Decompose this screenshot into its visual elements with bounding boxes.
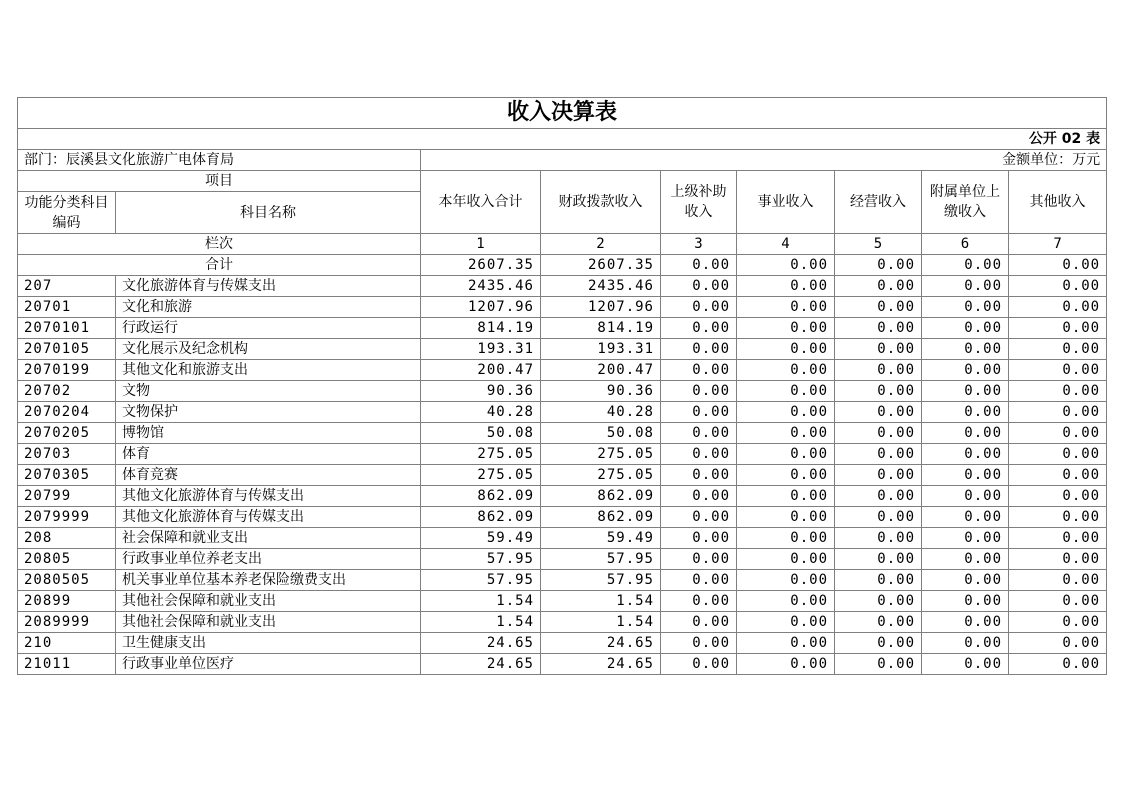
table-row <box>18 591 1107 612</box>
row-value: 50.08 <box>421 423 541 444</box>
row-value: 0.00 <box>661 633 737 654</box>
index-col-5: 5 <box>835 234 922 255</box>
row-code: 20899 <box>18 591 116 612</box>
row-value: 0.00 <box>1009 507 1107 528</box>
row-value: 200.47 <box>541 360 661 381</box>
row-code: 2070204 <box>18 402 116 423</box>
total-value: 2607.35 <box>421 255 541 276</box>
row-value: 0.00 <box>737 612 835 633</box>
row-value: 0.00 <box>1009 318 1107 339</box>
row-code: 20799 <box>18 486 116 507</box>
total-row-label: 合计 <box>18 255 421 276</box>
row-value: 40.28 <box>421 402 541 423</box>
row-subject-name: 其他社会保障和就业支出 <box>116 612 421 633</box>
header-affiliated-unit-income: 附属单位上缴收入 <box>922 171 1009 234</box>
row-value: 0.00 <box>737 318 835 339</box>
row-value: 0.00 <box>737 381 835 402</box>
row-value: 0.00 <box>922 507 1009 528</box>
row-value: 0.00 <box>922 654 1009 675</box>
row-code: 208 <box>18 528 116 549</box>
table-row <box>18 465 1107 486</box>
row-value: 0.00 <box>661 654 737 675</box>
row-value: 0.00 <box>922 444 1009 465</box>
row-value: 0.00 <box>737 444 835 465</box>
row-value: 0.00 <box>835 570 922 591</box>
total-value: 0.00 <box>661 255 737 276</box>
form-number: 公开 02 表 <box>18 129 1107 150</box>
row-value: 0.00 <box>922 633 1009 654</box>
row-value: 57.95 <box>541 549 661 570</box>
row-value: 0.00 <box>661 318 737 339</box>
row-code: 2079999 <box>18 507 116 528</box>
row-subject-name: 其他文化旅游体育与传媒支出 <box>116 507 421 528</box>
row-code: 20805 <box>18 549 116 570</box>
row-value: 0.00 <box>737 570 835 591</box>
row-value: 193.31 <box>541 339 661 360</box>
row-value: 814.19 <box>421 318 541 339</box>
table-row <box>18 276 1107 297</box>
index-col-2: 2 <box>541 234 661 255</box>
row-value: 0.00 <box>737 339 835 360</box>
row-value: 0.00 <box>922 360 1009 381</box>
row-subject-name: 体育 <box>116 444 421 465</box>
row-value: 0.00 <box>1009 528 1107 549</box>
row-value: 0.00 <box>835 549 922 570</box>
row-code: 2070205 <box>18 423 116 444</box>
row-value: 90.36 <box>421 381 541 402</box>
table-row <box>18 507 1107 528</box>
row-value: 193.31 <box>421 339 541 360</box>
row-value: 0.00 <box>661 465 737 486</box>
row-value: 1.54 <box>541 591 661 612</box>
row-value: 200.47 <box>421 360 541 381</box>
row-value: 275.05 <box>541 465 661 486</box>
table-row <box>18 612 1107 633</box>
row-value: 814.19 <box>541 318 661 339</box>
row-value: 24.65 <box>541 654 661 675</box>
row-value: 0.00 <box>737 549 835 570</box>
table-row <box>18 297 1107 318</box>
row-value: 24.65 <box>421 633 541 654</box>
row-value: 0.00 <box>661 612 737 633</box>
row-value: 57.95 <box>421 570 541 591</box>
row-value: 59.49 <box>421 528 541 549</box>
row-value: 57.95 <box>541 570 661 591</box>
row-subject-name: 行政事业单位养老支出 <box>116 549 421 570</box>
row-subject-name: 行政运行 <box>116 318 421 339</box>
row-value: 0.00 <box>835 633 922 654</box>
row-code: 2089999 <box>18 612 116 633</box>
row-value: 40.28 <box>541 402 661 423</box>
row-code: 2080505 <box>18 570 116 591</box>
header-fiscal-appropriation: 财政拨款收入 <box>541 171 661 234</box>
index-col-1: 1 <box>421 234 541 255</box>
total-value: 0.00 <box>835 255 922 276</box>
row-value: 0.00 <box>835 528 922 549</box>
row-value: 0.00 <box>661 402 737 423</box>
row-value: 1207.96 <box>541 297 661 318</box>
table-row <box>18 339 1107 360</box>
row-code: 20702 <box>18 381 116 402</box>
row-value: 0.00 <box>1009 612 1107 633</box>
index-row-label: 栏次 <box>18 234 421 255</box>
row-value: 0.00 <box>661 570 737 591</box>
row-value: 0.00 <box>1009 570 1107 591</box>
row-subject-name: 其他文化和旅游支出 <box>116 360 421 381</box>
row-value: 862.09 <box>421 507 541 528</box>
table-row <box>18 402 1107 423</box>
row-subject-name: 文物保护 <box>116 402 421 423</box>
row-value: 0.00 <box>737 507 835 528</box>
table-row <box>18 318 1107 339</box>
total-value: 0.00 <box>922 255 1009 276</box>
row-value: 0.00 <box>661 381 737 402</box>
row-value: 0.00 <box>835 381 922 402</box>
row-value: 1.54 <box>421 591 541 612</box>
row-value: 0.00 <box>835 339 922 360</box>
row-subject-name: 体育竞赛 <box>116 465 421 486</box>
table-row <box>18 654 1107 675</box>
row-value: 2435.46 <box>421 276 541 297</box>
index-col-3: 3 <box>661 234 737 255</box>
table-row <box>18 486 1107 507</box>
amount-unit-label: 金额单位：万元 <box>421 150 1107 171</box>
row-value: 275.05 <box>421 444 541 465</box>
row-value: 0.00 <box>922 381 1009 402</box>
row-value: 0.00 <box>835 402 922 423</box>
row-value: 0.00 <box>835 486 922 507</box>
row-value: 0.00 <box>922 486 1009 507</box>
row-value: 0.00 <box>737 276 835 297</box>
row-value: 0.00 <box>661 360 737 381</box>
row-value: 0.00 <box>835 591 922 612</box>
row-value: 0.00 <box>835 444 922 465</box>
row-value: 0.00 <box>922 570 1009 591</box>
row-value: 0.00 <box>922 465 1009 486</box>
row-value: 0.00 <box>922 612 1009 633</box>
department-label: 部门：辰溪县文化旅游广电体育局 <box>18 150 421 171</box>
row-value: 0.00 <box>835 465 922 486</box>
row-subject-name: 行政事业单位医疗 <box>116 654 421 675</box>
table-row <box>18 528 1107 549</box>
row-value: 0.00 <box>661 549 737 570</box>
row-code: 20703 <box>18 444 116 465</box>
row-value: 0.00 <box>922 423 1009 444</box>
row-value: 0.00 <box>737 591 835 612</box>
row-value: 275.05 <box>541 444 661 465</box>
row-value: 0.00 <box>737 528 835 549</box>
row-value: 0.00 <box>1009 486 1107 507</box>
row-subject-name: 社会保障和就业支出 <box>116 528 421 549</box>
row-value: 0.00 <box>1009 339 1107 360</box>
row-value: 0.00 <box>737 654 835 675</box>
row-subject-name: 机关事业单位基本养老保险缴费支出 <box>116 570 421 591</box>
row-value: 59.49 <box>541 528 661 549</box>
table-row <box>18 381 1107 402</box>
row-value: 0.00 <box>1009 654 1107 675</box>
row-value: 0.00 <box>661 297 737 318</box>
total-value: 0.00 <box>1009 255 1107 276</box>
row-code: 2070199 <box>18 360 116 381</box>
row-value: 0.00 <box>922 339 1009 360</box>
row-value: 0.00 <box>922 297 1009 318</box>
row-value: 24.65 <box>421 654 541 675</box>
row-subject-name: 其他社会保障和就业支出 <box>116 591 421 612</box>
row-code: 21011 <box>18 654 116 675</box>
row-value: 0.00 <box>835 360 922 381</box>
row-value: 0.00 <box>737 486 835 507</box>
table-row <box>18 360 1107 381</box>
row-value: 0.00 <box>1009 444 1107 465</box>
row-value: 0.00 <box>922 402 1009 423</box>
table-row <box>18 633 1107 654</box>
row-value: 24.65 <box>541 633 661 654</box>
row-value: 0.00 <box>922 528 1009 549</box>
table-row <box>18 570 1107 591</box>
row-subject-name: 文化旅游体育与传媒支出 <box>116 276 421 297</box>
row-value: 0.00 <box>835 612 922 633</box>
row-code: 210 <box>18 633 116 654</box>
row-value: 0.00 <box>1009 297 1107 318</box>
row-value: 275.05 <box>421 465 541 486</box>
header-other-income: 其他收入 <box>1009 171 1107 234</box>
index-col-6: 6 <box>922 234 1009 255</box>
row-value: 0.00 <box>835 423 922 444</box>
row-value: 0.00 <box>737 423 835 444</box>
index-col-7: 7 <box>1009 234 1107 255</box>
row-value: 0.00 <box>922 318 1009 339</box>
header-function-code: 功能分类科目编码 <box>18 192 116 234</box>
row-value: 0.00 <box>661 591 737 612</box>
row-subject-name: 卫生健康支出 <box>116 633 421 654</box>
row-value: 1.54 <box>421 612 541 633</box>
row-value: 0.00 <box>661 276 737 297</box>
row-value: 0.00 <box>835 507 922 528</box>
total-value: 0.00 <box>737 255 835 276</box>
table-row <box>18 549 1107 570</box>
row-value: 0.00 <box>1009 423 1107 444</box>
row-code: 2070305 <box>18 465 116 486</box>
row-code: 2070101 <box>18 318 116 339</box>
row-value: 862.09 <box>541 507 661 528</box>
row-value: 0.00 <box>835 318 922 339</box>
row-value: 0.00 <box>1009 360 1107 381</box>
row-value: 0.00 <box>737 402 835 423</box>
row-value: 0.00 <box>737 465 835 486</box>
header-superior-subsidy: 上级补助收入 <box>661 171 737 234</box>
row-value: 0.00 <box>1009 402 1107 423</box>
row-value: 0.00 <box>661 528 737 549</box>
table-row <box>18 444 1107 465</box>
row-value: 0.00 <box>1009 591 1107 612</box>
row-value: 0.00 <box>835 654 922 675</box>
row-value: 2435.46 <box>541 276 661 297</box>
row-code: 207 <box>18 276 116 297</box>
index-col-4: 4 <box>737 234 835 255</box>
row-value: 50.08 <box>541 423 661 444</box>
row-subject-name: 文物 <box>116 381 421 402</box>
row-value: 0.00 <box>1009 633 1107 654</box>
row-subject-name: 其他文化旅游体育与传媒支出 <box>116 486 421 507</box>
row-value: 0.00 <box>1009 465 1107 486</box>
table-row <box>18 423 1107 444</box>
total-value: 2607.35 <box>541 255 661 276</box>
row-subject-name: 博物馆 <box>116 423 421 444</box>
header-operating-income: 经营收入 <box>835 171 922 234</box>
header-item: 项目 <box>18 171 421 192</box>
row-value: 0.00 <box>922 591 1009 612</box>
row-code: 2070105 <box>18 339 116 360</box>
row-value: 1207.96 <box>421 297 541 318</box>
row-value: 0.00 <box>1009 381 1107 402</box>
header-business-income: 事业收入 <box>737 171 835 234</box>
row-value: 862.09 <box>541 486 661 507</box>
row-value: 0.00 <box>661 423 737 444</box>
row-subject-name: 文化和旅游 <box>116 297 421 318</box>
row-value: 0.00 <box>922 549 1009 570</box>
row-value: 0.00 <box>835 276 922 297</box>
header-total-income: 本年收入合计 <box>421 171 541 234</box>
row-value: 0.00 <box>661 507 737 528</box>
row-value: 0.00 <box>737 360 835 381</box>
row-value: 90.36 <box>541 381 661 402</box>
row-value: 0.00 <box>661 444 737 465</box>
row-value: 0.00 <box>1009 549 1107 570</box>
row-value: 0.00 <box>835 297 922 318</box>
row-value: 862.09 <box>421 486 541 507</box>
income-final-accounts-table <box>17 97 1107 675</box>
row-subject-name: 文化展示及纪念机构 <box>116 339 421 360</box>
row-value: 0.00 <box>737 297 835 318</box>
row-value: 0.00 <box>1009 276 1107 297</box>
row-value: 1.54 <box>541 612 661 633</box>
row-value: 0.00 <box>737 633 835 654</box>
row-value: 0.00 <box>661 486 737 507</box>
row-value: 0.00 <box>922 276 1009 297</box>
table-title: 收入决算表 <box>18 98 1107 129</box>
header-subject-name: 科目名称 <box>116 192 421 234</box>
row-code: 20701 <box>18 297 116 318</box>
row-value: 0.00 <box>661 339 737 360</box>
row-value: 57.95 <box>421 549 541 570</box>
